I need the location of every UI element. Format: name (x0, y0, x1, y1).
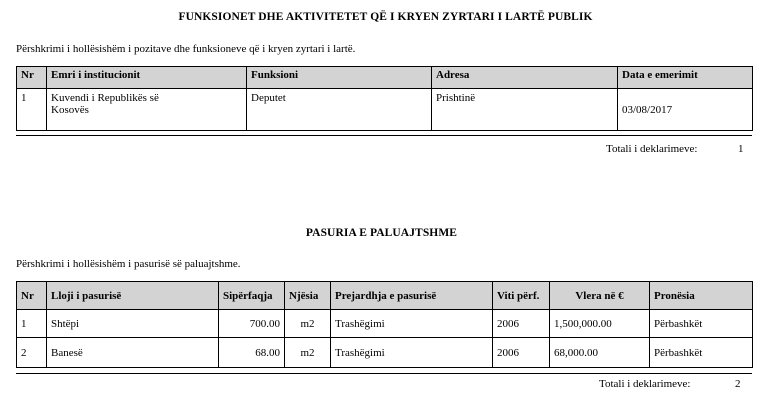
row-unit: m2 (285, 310, 331, 338)
column-header: Njësia (285, 282, 331, 310)
column-header: Vlera në € (550, 282, 650, 310)
row-date: 03/08/2017 (618, 89, 753, 131)
row-type: Shtëpi (47, 310, 219, 338)
row-nr: 2 (17, 338, 47, 368)
column-header: Sipërfaqja (219, 282, 285, 310)
row-year: 2006 (493, 338, 550, 368)
row-value: 1,500,000.00 (550, 310, 650, 338)
table-row (17, 310, 753, 338)
column-header: Funksioni (247, 67, 432, 89)
institution-line: Kosovës (51, 104, 89, 116)
table-row (17, 338, 753, 368)
row-address: Prishtinë (432, 89, 618, 131)
column-header: Nr (17, 282, 47, 310)
institution-line: Kuvendi i Republikës së (51, 92, 159, 104)
table-row (17, 89, 753, 131)
row-nr: 1 (17, 310, 47, 338)
row-origin: Trashëgimi (331, 310, 493, 338)
column-header: Emri i institucionit (47, 67, 247, 89)
column-header: Adresa (432, 67, 618, 89)
column-header: Nr (17, 67, 47, 89)
row-ownership: Përbashkët (650, 310, 753, 338)
divider (16, 373, 752, 374)
column-header: Viti përf. (493, 282, 550, 310)
row-value: 68,000.00 (550, 338, 650, 368)
section-description-functions: Përshkrimi i hollësishëm i pozitave dhe funksioneve që i kryen zyrtari i lartë. (16, 43, 356, 55)
section-title-real-estate: PASURIA E PALUAJTSHME (305, 227, 458, 239)
row-year: 2006 (493, 310, 550, 338)
column-header: Prejardhja e pasurisë (331, 282, 493, 310)
real-estate-table (16, 281, 753, 368)
row-ownership: Përbashkët (650, 338, 753, 368)
row-type: Banesë (47, 338, 219, 368)
row-area: 700.00 (219, 310, 285, 338)
total-label: Totali i deklarimeve: (599, 378, 691, 390)
row-function: Deputet (247, 89, 432, 131)
row-nr: 1 (17, 89, 47, 131)
column-header: Data e emerimit (618, 67, 753, 89)
total-label: Totali i deklarimeve: (606, 143, 698, 155)
row-area: 68.00 (219, 338, 285, 368)
column-header: Lloji i pasurisë (47, 282, 219, 310)
row-origin: Trashëgimi (331, 338, 493, 368)
table-header-row (17, 282, 753, 310)
total-value: 2 (735, 378, 741, 390)
section-title-functions: FUNKSIONET DHE AKTIVITETET QË I KRYEN ZYRTARI I LARTË PUBLIK (178, 11, 593, 23)
row-unit: m2 (285, 338, 331, 368)
column-header: Pronësia (650, 282, 753, 310)
divider (16, 135, 752, 136)
row-institution (47, 89, 247, 131)
table-header-row (17, 67, 753, 89)
total-value: 1 (738, 143, 744, 155)
section-description-real-estate: Përshkrimi i hollësishëm i pasurisë së paluajtshme. (16, 258, 241, 270)
functions-table (16, 66, 753, 131)
